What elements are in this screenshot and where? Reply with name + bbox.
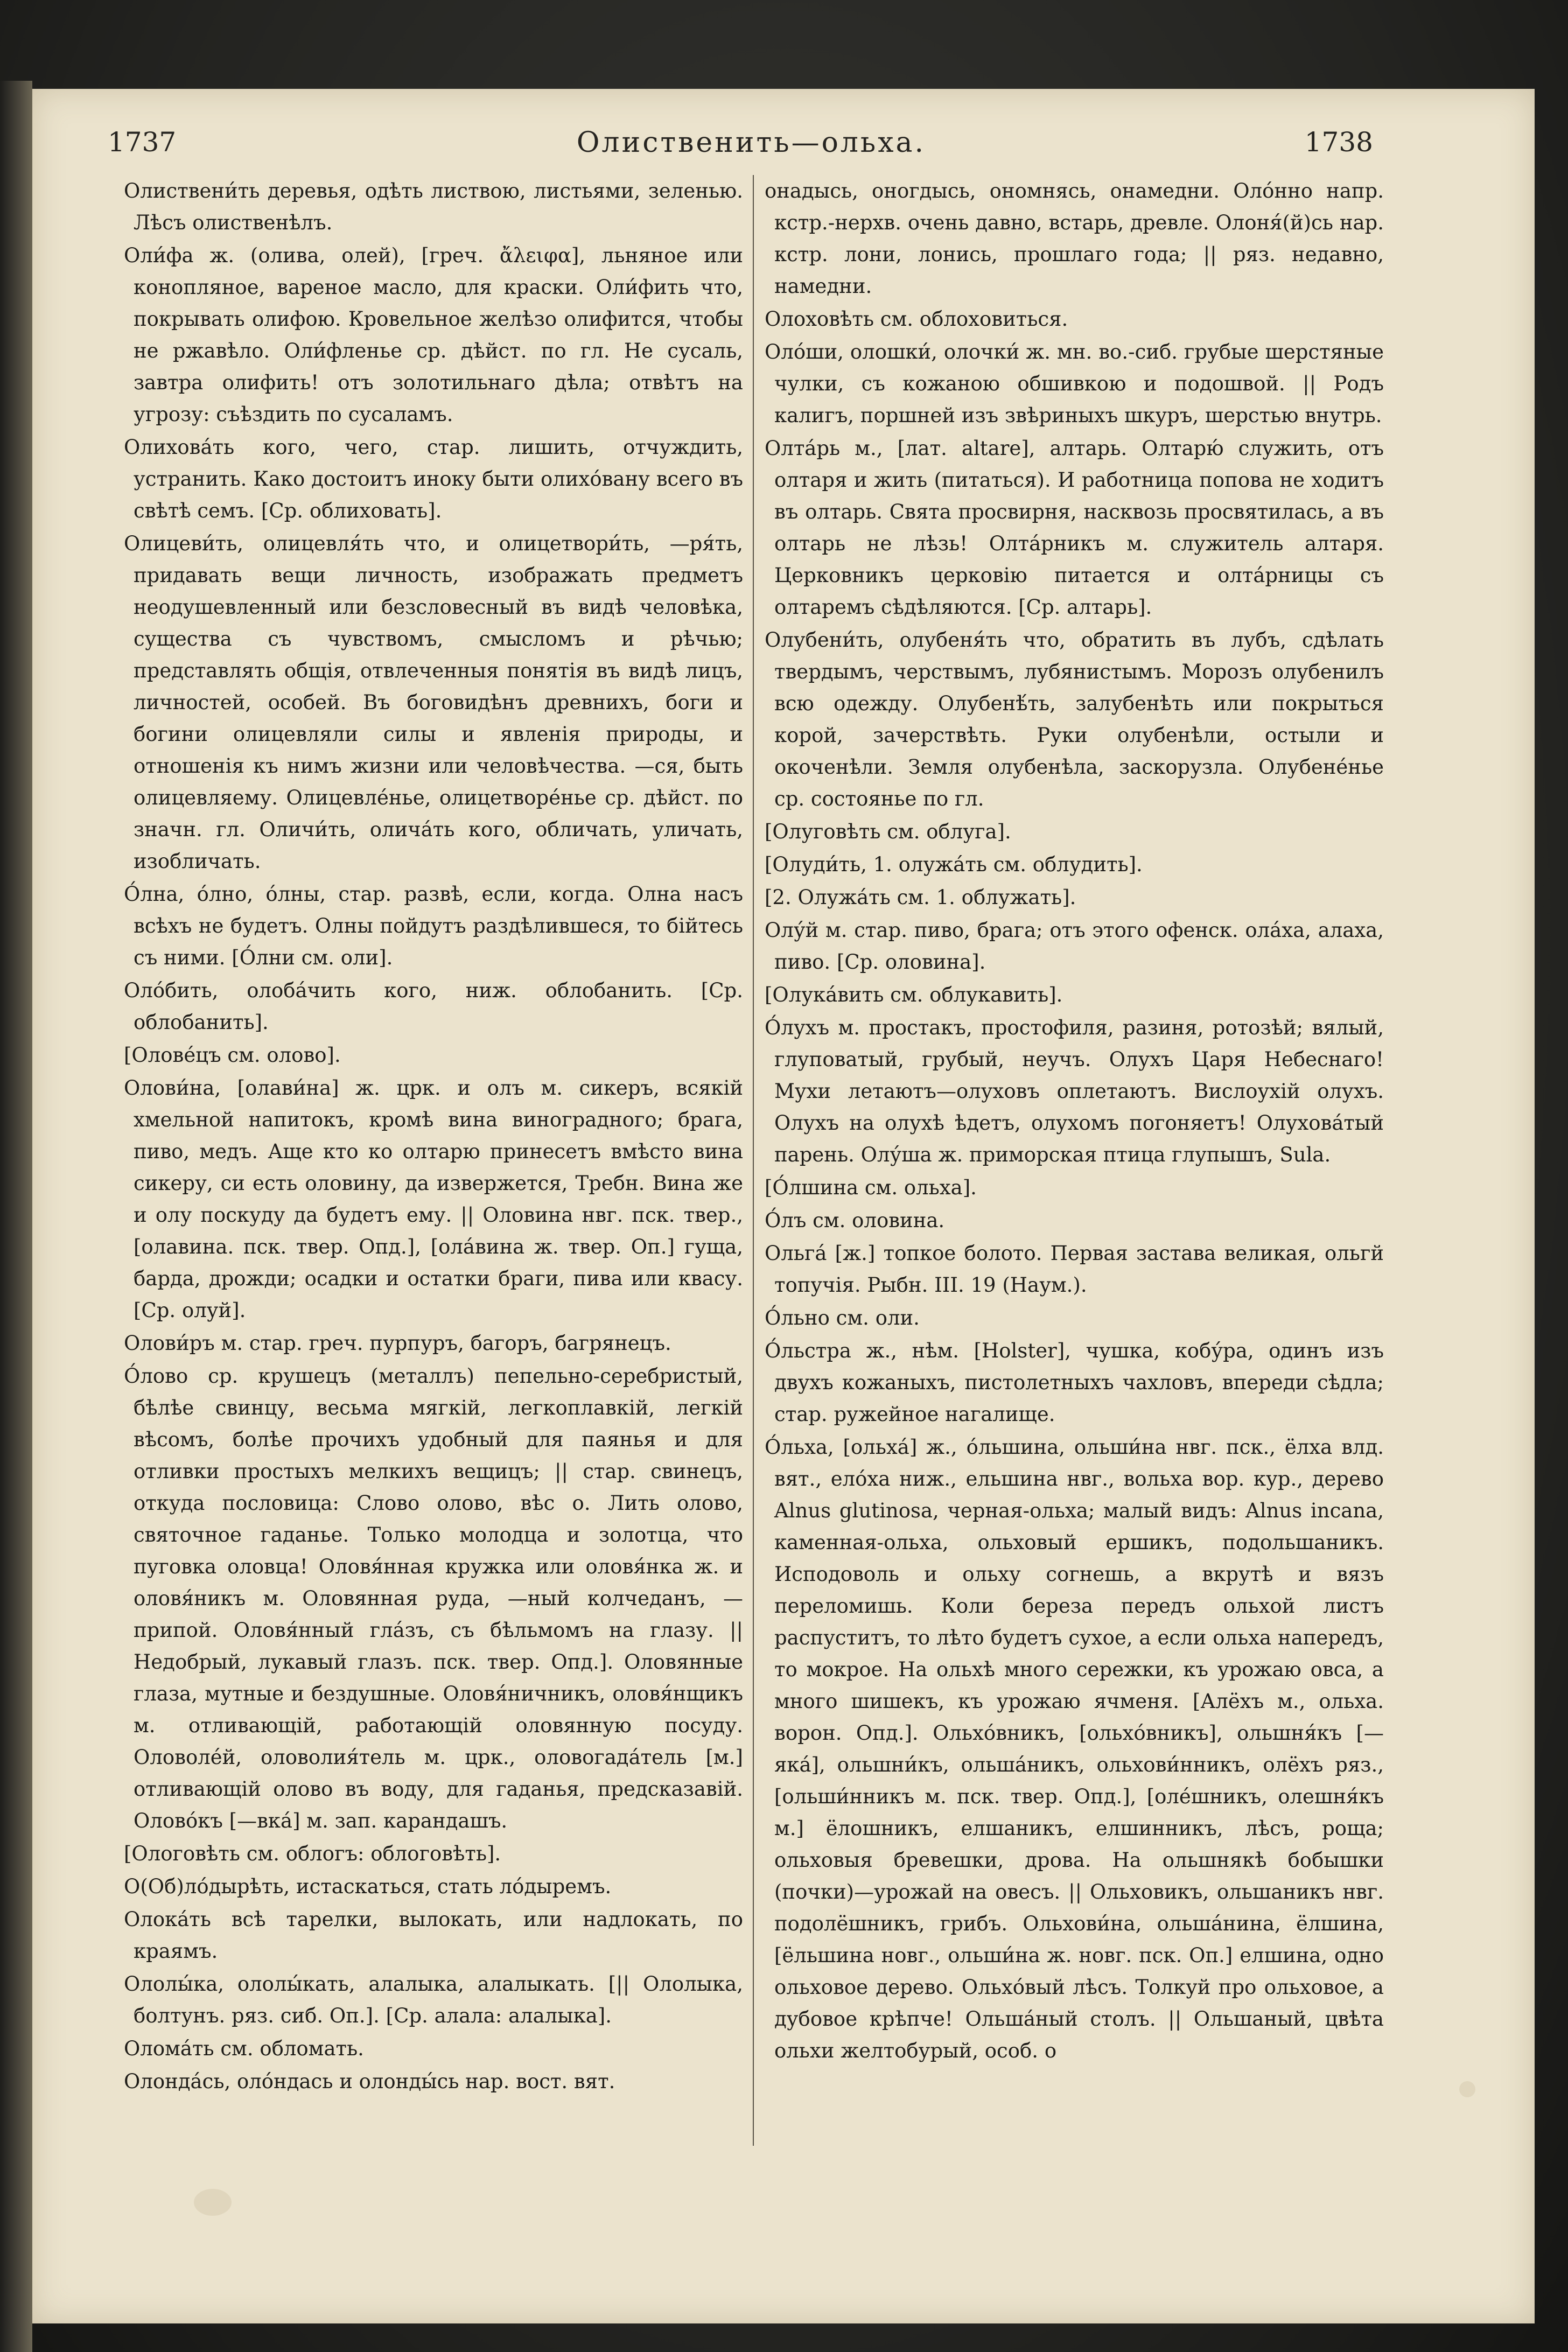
dictionary-entry: О́лухъ м. простакъ, простофиля, разиня, ротозѣй; вялый, глуповатый, грубый, неучъ. Олухъ Царя Небеснаго! Мухи летаютъ—олуховъ оплетаютъ. Вислоухій олухъ. Олухъ на олухѣ ѣдетъ, олухомъ погоняетъ! Олухова́тый парень. Олу́ша ж. приморская птица глупышъ, Sula. (765, 1016, 1384, 1166)
dictionary-entry: О́льха, [ольха́] ж., о́льшина, ольши́на нвг. пск., ёлха влд. вят., ело́ха ниж., ельшина нвг., вольха вор. кур., дерево Alnus glutinosa, черная-ольха; малый видъ: Alnus incana, каменная-ольха, ольховый ершикъ, подольшаникъ. Исподоволь и ольху согнешь, а вкрутѣ и вязъ переломишь. Коли береза передъ ольхой листъ распуститъ, то лѣто будетъ сухое, а если ольха напередъ, то мокрое. На ольхѣ много сережки, къ урожаю овса, а много шишекъ, къ урожаю ячменя. [Алёхъ м., ольха. ворон. Опд.]. Ольхо́вникъ, [ольхо́вникъ], ольшня́къ [—яка́], ольшни́къ, ольша́никъ, ольхови́нникъ, олёхъ ряз., [ольши́нникъ м. пск. твер. Опд.], [оле́шникъ, олешня́къ м.] ёлошникъ, елшаникъ, елшинникъ, лѣсъ, роща; ольховыя бревешки, дрова. На ольшнякѣ бобышки (почки)—урожай на овесъ. || Ольховикъ, ольшаникъ нвг. подолёшникъ, грибъ. Ольхови́на, ольша́нина, ёлшина, [ёльшина новг., ольши́на ж. новг. пск. Оп.] елшина, одно ольховое дерево. Ольхо́вый лѣсъ. Толкуй про ольховое, а дубовое крѣпче! Ольша́ный столъ. || Ольшаный, цвѣта ольхи желтобурый, особ. о (765, 1436, 1384, 2062)
dictionary-entry: Олока́ть всѣ тарелки, вылокать, или надлокать, по краямъ. (124, 1908, 743, 1963)
dictionary-entry: [Оловéцъ см. олово]. (124, 1044, 341, 1067)
dictionary-entry: Олицеви́ть, олицевля́ть что, и олицетвори́ть, —ря́ть, придавать вещи личность, изображать предметъ неодушевленный или безсловесный въ видѣ человѣка, существа съ чувствомъ, смысломъ и рѣчью; представлять общія, отвлеченныя понятія въ видѣ лицъ, личностей, особей. Въ боговидѣнъ древнихъ, боги и богини олицевляли силы и явленія природы, и отношенія къ нимъ жизни или человѣчества. —ся, быть олицевляему. Олицевле́нье, олицетворе́нье ср. дѣйст. по значн. гл. Оличи́ть, олича́ть кого, обличать, уличать, изобличать. (124, 532, 743, 873)
dictionary-entry: Олу́й м. стар. пиво, брага; отъ этого офенск. ола́ха, алаха, пиво. [Ср. оловина]. (765, 919, 1384, 974)
dictionary-entry: [Олуговѣть см. облуга]. (765, 820, 1011, 843)
right-column (765, 175, 1384, 2167)
dictionary-entry: О́лово ср. крушецъ (металлъ) пепельно-серебристый, бѣлѣе свинцу, весьма мягкій, легкоплавкій, легкій вѣсомъ, болѣе прочихъ удобный для паянья и для отливки простыхъ мелкихъ вещицъ; || стар. свинецъ, откуда пословица: Слово олово, вѣс о. Лить олово, святочное гаданье. Только молодца и золотца, что пуговка оловца! Оловя́нная кружка или оловя́нка ж. и оловя́никъ м. Оловянная руда, —ный колчеданъ, —припой. Оловя́нный гла́зъ, съ бѣльмомъ на глазу. || Недобрый, лукавый глазъ. пск. твер. Опд.]. Оловянные глаза, мутные и бездушные. Оловя́ничникъ, оловя́нщикъ м. отливающій, работающій оловянную посуду. Оловоле́й, оловолия́тель м. црк., оловогада́тель [м.] отливающій олово въ воду, для гаданья, предсказавій. Оловóкъ [—вка́] м. зап. карандашъ. (124, 1364, 743, 1832)
dictionary-entry: [Олуди́ть, 1. олужа́ть см. облудить]. (765, 853, 1143, 876)
dictionary-entry: Ольга́ [ж.] топкое болото. Первая застава великая, ольгй топучія. Рыбн. III. 19 (Наум.). (765, 1242, 1384, 1297)
dictionary-entry: Олихова́ть кого, чего, стар. лишить, отчуждить, устранить. Како достоитъ иноку быти олихо́вану всего въ свѣтѣ семъ. [Ср. облиховать]. (124, 436, 743, 522)
dictionary-entry: [О́лшина см. ольха]. (765, 1176, 977, 1199)
dictionary-entry: Олови́ръ м. стар. греч. пурпуръ, багоръ, багрянецъ. (124, 1332, 671, 1355)
dictionary-entry: Оло́ши, олошки́, олочки́ ж. мн. во.-сиб. грубые шерстяные чулки, съ кожаною обшивкою и подошвой. || Родъ калигъ, поршней изъ звѣриныхъ шкуръ, шерстью внутрь. (765, 340, 1384, 427)
left-column (124, 175, 743, 2167)
dictionary-entry: онадысь, оногдысь, ономнясь, онамедни. Олóнно напр. кстр.-нерхв. очень давно, встарь, древле. Олоня́(й)сь нар. кстр. лони, лонись, прошлаго года; || ряз. недавно, намедни. (765, 179, 1384, 298)
book-spine-edge (0, 81, 32, 2352)
dictionary-entry: О́лъ см. оловина. (765, 1209, 945, 1232)
dictionary-entry: Олта́рь м., [лат. altare], алтарь. Олтарю́ служить, отъ олтаря и жить (питаться). И работница попова не ходитъ въ олтарь. Свята просвирня, насквозь просвятилась, а въ олтарь не лѣзь! Олта́рникъ м. служитель алтаря. Церковникъ церковію питается и олта́рницы съ олтаремъ сѣдѣляются. [Ср. алтарь]. (765, 437, 1384, 619)
paper-spot (1459, 2081, 1475, 2097)
running-header (0, 127, 1502, 175)
dictionary-entry: [Ологовѣть см. облогъ: облоговѣть]. (124, 1842, 501, 1865)
dictionary-entry: Олиствени́ть деревья, одѣть листвою, листьями, зеленью. Лѣсъ олиственѣлъ. (124, 179, 743, 234)
dictionary-entry: Олови́на, [олави́на] ж. црк. и олъ м. сикеръ, всякій хмельной напитокъ, кромѣ вина виноградного; брага, пиво, медъ. Аще кто ко олтарю принесетъ вмѣсто вина сикеру, си есть оловину, да извержется, Требн. Вина же и олу поскуду да будетъ ему. || Оловина нвг. пск. твер., [олавина. пск. твер. Опд.], [ола́вина ж. твер. Оп.] гуща, барда, дрожди; осадки и остатки браги, пива или квасу. [Ср. олуй]. (124, 1076, 743, 1322)
dictionary-entry: Оли́фа ж. (олива, олей), [греч. ἄλειφα], льняное или конопляное, вареное масло, для краски. Оли́фить что, покрывать олифою. Кровельное желѣзо олифится, чтобы не ржавѣло. Оли́фленье ср. дѣйст. по гл. Не сусаль, завтра олифить! отъ золотильнаго дѣла; отвѣтъ на угрозу: съѣздить по сусаламъ. (124, 244, 743, 426)
dictionary-entry: О́льстра ж., нѣм. [Holster], чушка, кобу́ра, одинъ изъ двухъ кожаныхъ, пистолетныхъ чахловъ, впереди сѣдла; стар. ружейное нагалище. (765, 1339, 1384, 1426)
running-title: Олиственить—ольха. (576, 127, 926, 159)
page-number-left: 1737 (108, 127, 177, 158)
page-number-right: 1738 (1304, 127, 1373, 158)
dictionary-entry: Олома́ть см. обломать. (124, 2037, 364, 2060)
dictionary-entry: Олубени́ть, олубеня́ть что, обратить въ лубъ, сдѣлать твердымъ, черствымъ, лубянистымъ. Морозъ олубенилъ всю одежду. Олубенѣ́ть, залубенѣть или покрыться корой, зачерствѣть. Руки олубенѣли, остыли и окоченѣли. Земля олубенѣла, заскорузла. Олубене́нье ср. состоянье по гл. (765, 628, 1384, 810)
dictionary-entry: [Олука́вить см. облукавить]. (765, 983, 1063, 1006)
dictionary-entry: О́лна, о́лно, о́лны, стар. развѣ, если, когда. Олна насъ всѣхъ не будетъ. Олны пойдутъ раздѣлившеся, то бійтесь съ ними. [О́лни см. оли]. (124, 883, 743, 969)
dictionary-entry: Олонда́сь, оло́ндась и олонды́сь нар. вост. вят. (124, 2070, 615, 2093)
column-divider (753, 175, 754, 2146)
dictionary-entry: О́льно см. оли. (765, 1306, 920, 1329)
dictionary-entry: [2. Олужа́ть см. 1. облужать]. (765, 886, 1076, 909)
dictionary-entry: Ололы́ка, ололы́кать, алалыка, алалыкать. [|| Ололыка, болтунъ. ряз. сиб. Оп.]. [Ср. алала: алалыка]. (124, 1972, 743, 2027)
paper-spot (194, 2189, 232, 2216)
dictionary-entry: О(Об)ло́дырѣть, истаскаться, стать ло́дыремъ. (124, 1875, 612, 1898)
dictionary-entry: Оло́бить, олоба́чить кого, ниж. облобанить. [Ср. облобанить]. (124, 979, 743, 1034)
dictionary-entry: Олоховѣть см. облоховиться. (765, 307, 1068, 331)
